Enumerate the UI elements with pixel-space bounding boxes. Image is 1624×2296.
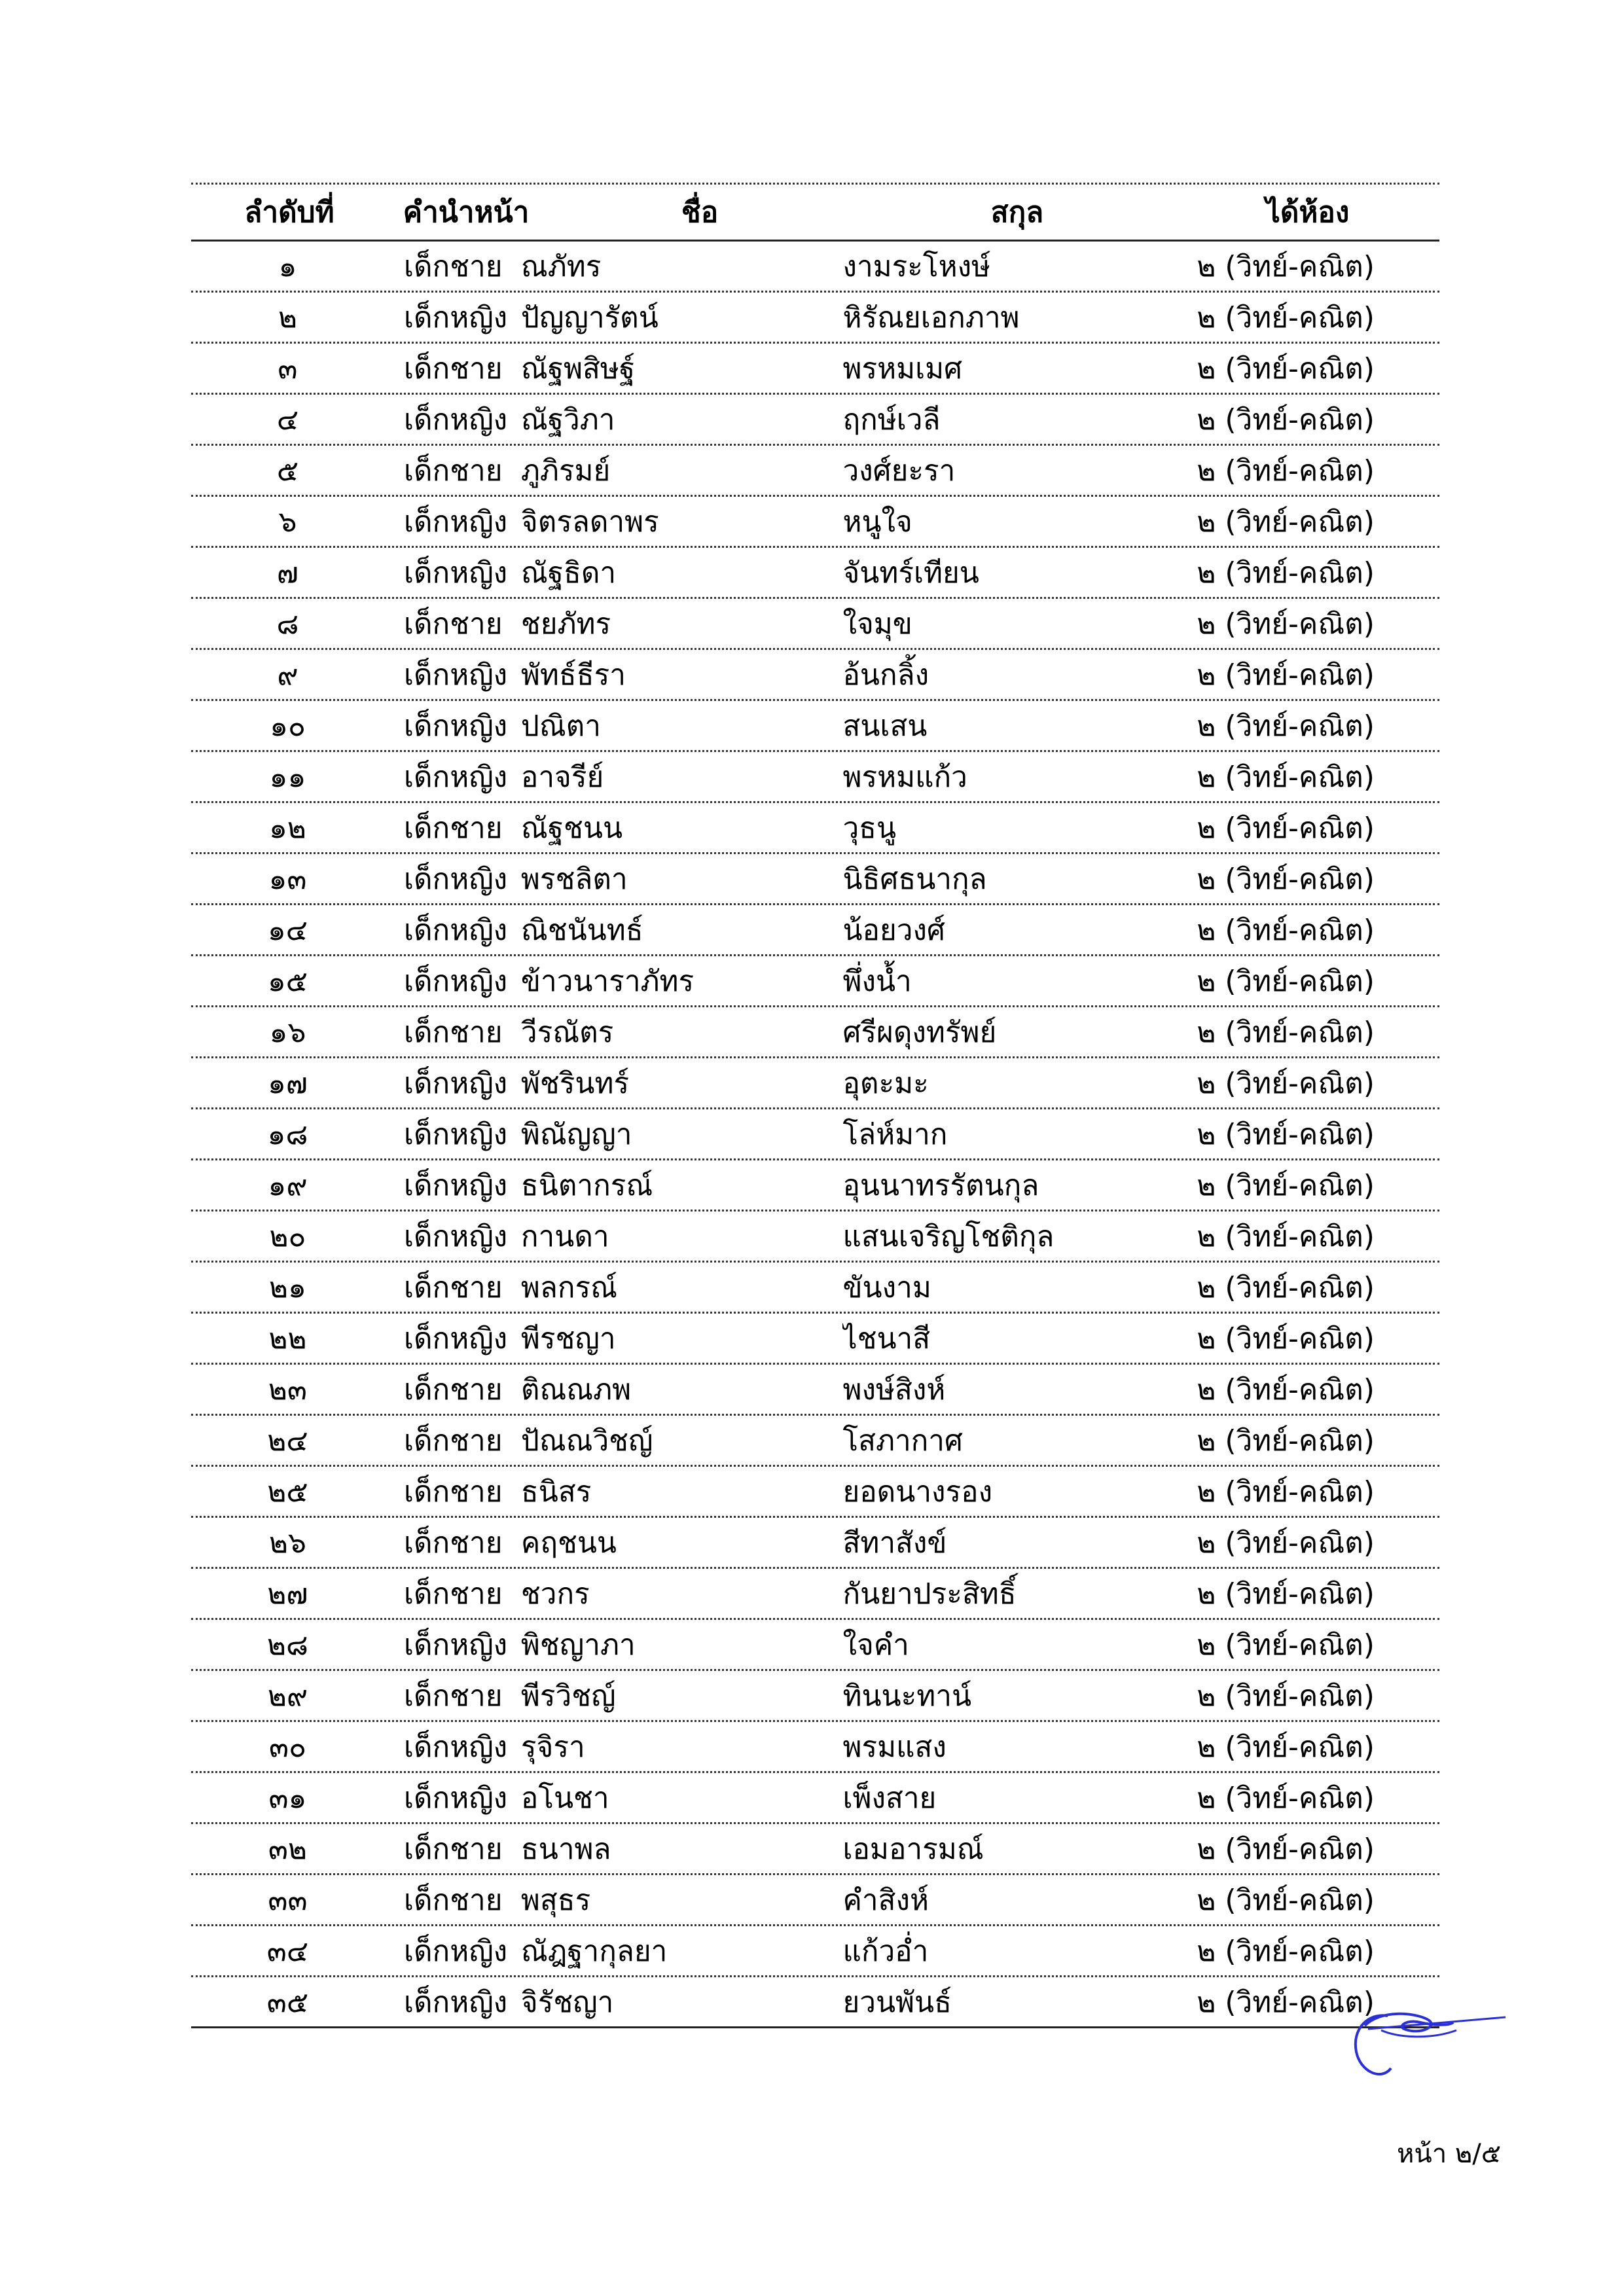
prefix-cell: เด็กชาย xyxy=(403,1475,503,1509)
order-cell: ๑๓ xyxy=(268,862,307,896)
header-first-name: ชื่อ xyxy=(681,196,719,229)
order-cell: ๑๗ xyxy=(267,1066,308,1100)
table-row xyxy=(191,446,1439,497)
room-cell: ๒ (วิทย์-คณิต) xyxy=(1197,556,1375,590)
room-cell: ๒ (วิทย์-คณิต) xyxy=(1197,1066,1375,1100)
table-row xyxy=(191,1416,1439,1467)
first-name-cell: วีรณัตร xyxy=(520,1015,614,1049)
room-cell: ๒ (วิทย์-คณิต) xyxy=(1197,1781,1375,1815)
order-cell: ๑๘ xyxy=(267,1117,308,1151)
table-row xyxy=(191,1671,1439,1722)
last-name-cell: ใจคำ xyxy=(842,1628,909,1662)
table-row xyxy=(191,1977,1439,2028)
prefix-cell: เด็กชาย xyxy=(403,454,503,488)
first-name-cell: พิชญาภา xyxy=(520,1628,636,1662)
room-cell: ๒ (วิทย์-คณิต) xyxy=(1197,964,1375,998)
order-cell: ๒๐ xyxy=(269,1219,306,1253)
prefix-cell: เด็กหญิง xyxy=(403,1628,508,1662)
table-row xyxy=(191,752,1439,803)
prefix-cell: เด็กหญิง xyxy=(403,300,508,334)
table-row xyxy=(191,1160,1439,1211)
last-name-cell: หนูใจ xyxy=(842,505,912,539)
header-prefix: คำนำหน้า xyxy=(403,196,530,229)
prefix-cell: เด็กชาย xyxy=(403,1270,503,1304)
last-name-cell: พรหมเมศ xyxy=(842,351,963,386)
room-cell: ๒ (วิทย์-คณิต) xyxy=(1197,1321,1375,1355)
first-name-cell: ชวกร xyxy=(520,1577,590,1611)
room-cell: ๒ (วิทย์-คณิต) xyxy=(1197,658,1375,692)
order-cell: ๕ xyxy=(276,454,299,488)
prefix-cell: เด็กหญิง xyxy=(403,709,508,743)
prefix-cell: เด็กหญิง xyxy=(403,1781,508,1815)
order-cell: ๑๖ xyxy=(269,1015,306,1049)
room-cell: ๒ (วิทย์-คณิต) xyxy=(1197,1424,1375,1458)
first-name-cell: ณัฐชนน xyxy=(520,811,623,845)
last-name-cell: คำสิงห์ xyxy=(842,1883,929,1917)
student-roster-table xyxy=(191,183,1439,2028)
prefix-cell: เด็กหญิง xyxy=(403,658,508,692)
header-order: ลำดับที่ xyxy=(244,196,334,229)
last-name-cell: หิรัณยเอกภาพ xyxy=(842,300,1020,334)
first-name-cell: อาจรีย์ xyxy=(520,760,604,794)
table-row xyxy=(191,1824,1439,1875)
table-row xyxy=(191,1467,1439,1518)
room-cell: ๒ (วิทย์-คณิต) xyxy=(1197,862,1375,896)
first-name-cell: พีรชญา xyxy=(520,1321,616,1355)
order-cell: ๑ xyxy=(278,249,297,283)
last-name-cell: พึ่งน้ำ xyxy=(842,964,912,998)
room-cell: ๒ (วิทย์-คณิต) xyxy=(1197,709,1375,743)
order-cell: ๙ xyxy=(277,658,298,692)
order-cell: ๒๓ xyxy=(268,1372,308,1407)
table-row xyxy=(191,905,1439,956)
first-name-cell: คฤชนน xyxy=(520,1526,617,1560)
table-row xyxy=(191,701,1439,752)
last-name-cell: นิธิศธนากุล xyxy=(842,862,987,896)
header-room: ได้ห้อง xyxy=(1265,196,1350,229)
prefix-cell: เด็กชาย xyxy=(403,249,503,283)
first-name-cell: พลกรณ์ xyxy=(520,1270,617,1304)
table-row xyxy=(191,956,1439,1007)
prefix-cell: เด็กหญิง xyxy=(403,1934,508,1968)
first-name-cell: ภูภิรมย์ xyxy=(520,454,611,488)
first-name-cell: พัชรินทร์ xyxy=(520,1066,630,1100)
room-cell: ๒ (วิทย์-คณิต) xyxy=(1197,760,1375,794)
prefix-cell: เด็กหญิง xyxy=(403,1066,508,1100)
table-row xyxy=(191,650,1439,701)
first-name-cell: พีรวิชญ์ xyxy=(520,1679,616,1713)
prefix-cell: เด็กชาย xyxy=(403,811,503,845)
last-name-cell: น้อยวงศ์ xyxy=(842,913,945,947)
last-name-cell: พรมแสง xyxy=(842,1730,947,1764)
table-row xyxy=(191,1773,1439,1824)
last-name-cell: ทินนะทาน์ xyxy=(842,1679,972,1713)
table-row xyxy=(191,242,1439,293)
order-cell: ๑๔ xyxy=(267,913,308,947)
first-name-cell: อโนชา xyxy=(520,1781,609,1815)
room-cell: ๒ (วิทย์-คณิต) xyxy=(1197,300,1375,334)
prefix-cell: เด็กชาย xyxy=(403,607,503,641)
table-row xyxy=(191,1365,1439,1416)
first-name-cell: ปัณณวิชญ์ xyxy=(520,1424,653,1458)
prefix-cell: เด็กหญิง xyxy=(403,505,508,539)
table-row xyxy=(191,1109,1439,1160)
last-name-cell: โล่ห์มาก xyxy=(842,1117,948,1151)
last-name-cell: ศรีผดุงทรัพย์ xyxy=(842,1015,997,1049)
prefix-cell: เด็กชาย xyxy=(403,1015,503,1049)
room-cell: ๒ (วิทย์-คณิต) xyxy=(1197,403,1375,437)
room-cell: ๒ (วิทย์-คณิต) xyxy=(1197,811,1375,845)
first-name-cell: ปัญญารัตน์ xyxy=(520,300,659,334)
prefix-cell: เด็กชาย xyxy=(403,1372,503,1407)
room-cell: ๒ (วิทย์-คณิต) xyxy=(1197,1015,1375,1049)
room-cell: ๒ (วิทย์-คณิต) xyxy=(1197,1985,1375,2019)
order-cell: ๓๕ xyxy=(266,1985,309,2019)
first-name-cell: ปณิตา xyxy=(520,709,601,743)
room-cell: ๒ (วิทย์-คณิต) xyxy=(1197,1934,1375,1968)
table-row xyxy=(191,1569,1439,1620)
room-cell: ๒ (วิทย์-คณิต) xyxy=(1197,249,1375,283)
first-name-cell: พสุธร xyxy=(520,1883,591,1917)
room-cell: ๒ (วิทย์-คณิต) xyxy=(1197,1628,1375,1662)
last-name-cell: ยวนพันธ์ xyxy=(842,1985,952,2019)
table-row xyxy=(191,1926,1439,1977)
prefix-cell: เด็กหญิง xyxy=(403,760,508,794)
room-cell: ๒ (วิทย์-คณิต) xyxy=(1197,1832,1375,1866)
first-name-cell: จิรัชญา xyxy=(520,1985,614,2019)
last-name-cell: จันทร์เทียน xyxy=(842,556,979,590)
prefix-cell: เด็กชาย xyxy=(403,1577,503,1611)
first-name-cell: รุจิรา xyxy=(520,1730,585,1764)
page-number: หน้า ๒/๕ xyxy=(1397,2139,1502,2169)
first-name-cell: ณัฎฐากุลยา xyxy=(520,1934,668,1968)
table-row xyxy=(191,1007,1439,1058)
prefix-cell: เด็กชาย xyxy=(403,1832,503,1866)
prefix-cell: เด็กหญิง xyxy=(403,1117,508,1151)
prefix-cell: เด็กชาย xyxy=(403,351,503,386)
room-cell: ๒ (วิทย์-คณิต) xyxy=(1197,505,1375,539)
room-cell: ๒ (วิทย์-คณิต) xyxy=(1197,1372,1375,1407)
order-cell: ๗ xyxy=(276,556,299,590)
room-cell: ๒ (วิทย์-คณิต) xyxy=(1197,1730,1375,1764)
order-cell: ๘ xyxy=(276,607,299,641)
last-name-cell: วุธนู xyxy=(842,811,897,845)
prefix-cell: เด็กหญิง xyxy=(403,862,508,896)
order-cell: ๔ xyxy=(276,403,299,437)
room-cell: ๒ (วิทย์-คณิต) xyxy=(1197,1577,1375,1611)
first-name-cell: ธนิสร xyxy=(520,1475,592,1509)
first-name-cell: จิตรลดาพร xyxy=(520,505,659,539)
last-name-cell: โสภากาศ xyxy=(842,1424,963,1458)
table-row xyxy=(191,803,1439,854)
last-name-cell: พงษ์สิงห์ xyxy=(842,1372,946,1407)
last-name-cell: แสนเจริญโชติกุล xyxy=(842,1219,1055,1253)
last-name-cell: ใจมุข xyxy=(842,607,912,641)
last-name-cell: ยอดนางรอง xyxy=(842,1475,993,1509)
table-row xyxy=(191,1875,1439,1926)
last-name-cell: สนเสน xyxy=(842,709,928,743)
order-cell: ๑๒ xyxy=(269,811,306,845)
table-row xyxy=(191,1211,1439,1263)
room-cell: ๒ (วิทย์-คณิต) xyxy=(1197,1883,1375,1917)
room-cell: ๒ (วิทย์-คณิต) xyxy=(1197,1270,1375,1304)
table-row xyxy=(191,497,1439,548)
last-name-cell: เพ็งสาย xyxy=(842,1781,937,1815)
table-header xyxy=(191,185,1439,242)
order-cell: ๑๙ xyxy=(268,1168,308,1202)
order-cell: ๒๖ xyxy=(269,1526,306,1560)
first-name-cell: กานดา xyxy=(520,1219,609,1253)
table-row xyxy=(191,1058,1439,1109)
last-name-cell: อุตะมะ xyxy=(842,1066,929,1100)
last-name-cell: กันยาประสิทธิ์ xyxy=(842,1577,1017,1611)
last-name-cell: วงศ์ยะรา xyxy=(842,454,956,488)
order-cell: ๒๑ xyxy=(269,1270,306,1304)
order-cell: ๒ xyxy=(278,300,297,334)
first-name-cell: พิณัญญา xyxy=(520,1117,632,1151)
last-name-cell: เอมอารมณ์ xyxy=(842,1832,984,1866)
first-name-cell: ธนิตากรณ์ xyxy=(520,1168,653,1202)
first-name-cell: พัทธ์ธีรา xyxy=(520,658,626,692)
order-cell: ๒๒ xyxy=(268,1321,307,1355)
room-cell: ๒ (วิทย์-คณิต) xyxy=(1197,607,1375,641)
signature-mark xyxy=(1342,1990,1512,2088)
prefix-cell: เด็กชาย xyxy=(403,1679,503,1713)
table-row xyxy=(191,548,1439,599)
order-cell: ๒๘ xyxy=(266,1628,308,1662)
prefix-cell: เด็กชาย xyxy=(403,1424,503,1458)
prefix-cell: เด็กหญิง xyxy=(403,1321,508,1355)
prefix-cell: เด็กหญิง xyxy=(403,913,508,947)
first-name-cell: พรชลิตา xyxy=(520,862,628,896)
order-cell: ๓๓ xyxy=(268,1883,308,1917)
table-row xyxy=(191,344,1439,395)
room-cell: ๒ (วิทย์-คณิต) xyxy=(1197,1219,1375,1253)
order-cell: ๑๐ xyxy=(270,709,306,743)
order-cell: ๒๔ xyxy=(267,1424,308,1458)
table-row xyxy=(191,1314,1439,1365)
room-cell: ๒ (วิทย์-คณิต) xyxy=(1197,913,1375,947)
prefix-cell: เด็กหญิง xyxy=(403,1985,508,2019)
prefix-cell: เด็กชาย xyxy=(403,1526,503,1560)
last-name-cell: แก้วอ่ำ xyxy=(842,1934,929,1968)
order-cell: ๓ xyxy=(278,351,298,386)
first-name-cell: ณัฐธิดา xyxy=(520,556,617,590)
room-cell: ๒ (วิทย์-คณิต) xyxy=(1197,1475,1375,1509)
table-row xyxy=(191,1722,1439,1773)
order-cell: ๒๕ xyxy=(267,1475,308,1509)
room-cell: ๒ (วิทย์-คณิต) xyxy=(1197,454,1375,488)
room-cell: ๒ (วิทย์-คณิต) xyxy=(1197,1526,1375,1560)
prefix-cell: เด็กชาย xyxy=(403,1883,503,1917)
first-name-cell: ชยภัทร xyxy=(520,607,611,641)
order-cell: ๓๒ xyxy=(268,1832,308,1866)
order-cell: ๓๑ xyxy=(268,1781,307,1815)
first-name-cell: ณัฐวิภา xyxy=(520,403,615,437)
table-row xyxy=(191,1518,1439,1569)
room-cell: ๒ (วิทย์-คณิต) xyxy=(1197,1117,1375,1151)
prefix-cell: เด็กหญิง xyxy=(403,556,508,590)
first-name-cell: ข้าวนาราภัทร xyxy=(520,964,695,998)
last-name-cell: พรหมแก้ว xyxy=(842,760,967,794)
last-name-cell: ฤกษ์เวลี xyxy=(842,403,941,437)
table-row xyxy=(191,1620,1439,1671)
prefix-cell: เด็กหญิง xyxy=(403,1219,508,1253)
room-cell: ๒ (วิทย์-คณิต) xyxy=(1197,351,1375,386)
last-name-cell: ขันงาม xyxy=(842,1270,931,1304)
table-row xyxy=(191,293,1439,344)
order-cell: ๒๙ xyxy=(267,1679,308,1713)
first-name-cell: ณิชนันทธ์ xyxy=(520,913,643,947)
prefix-cell: เด็กหญิง xyxy=(403,403,508,437)
header-last-name: สกุล xyxy=(990,196,1044,229)
order-cell: ๑๑ xyxy=(269,760,306,794)
order-cell: ๓๐ xyxy=(269,1730,306,1764)
order-cell: ๖ xyxy=(278,505,297,539)
first-name-cell: ณัฐพสิษฐ์ xyxy=(520,351,636,386)
table-row xyxy=(191,1263,1439,1314)
prefix-cell: เด็กหญิง xyxy=(403,1168,508,1202)
table-row xyxy=(191,395,1439,446)
order-cell: ๒๗ xyxy=(267,1577,308,1611)
first-name-cell: ณภัทร xyxy=(520,249,602,283)
first-name-cell: ธนาพล xyxy=(520,1832,611,1866)
table-body xyxy=(191,242,1439,2028)
last-name-cell: สีทาสังข์ xyxy=(842,1526,947,1560)
room-cell: ๒ (วิทย์-คณิต) xyxy=(1197,1679,1375,1713)
last-name-cell: อุนนาทรรัตนกุล xyxy=(842,1168,1039,1202)
order-cell: ๑๕ xyxy=(267,964,308,998)
table-row xyxy=(191,599,1439,650)
table-row xyxy=(191,854,1439,905)
prefix-cell: เด็กหญิง xyxy=(403,1730,508,1764)
first-name-cell: ติณณภพ xyxy=(520,1372,632,1407)
last-name-cell: งามระโหงษ์ xyxy=(842,249,991,283)
last-name-cell: ไชนาสี xyxy=(842,1321,931,1355)
order-cell: ๓๔ xyxy=(266,1934,309,1968)
prefix-cell: เด็กหญิง xyxy=(403,964,508,998)
last-name-cell: อ้นกลิ้ง xyxy=(842,658,929,692)
room-cell: ๒ (วิทย์-คณิต) xyxy=(1197,1168,1375,1202)
